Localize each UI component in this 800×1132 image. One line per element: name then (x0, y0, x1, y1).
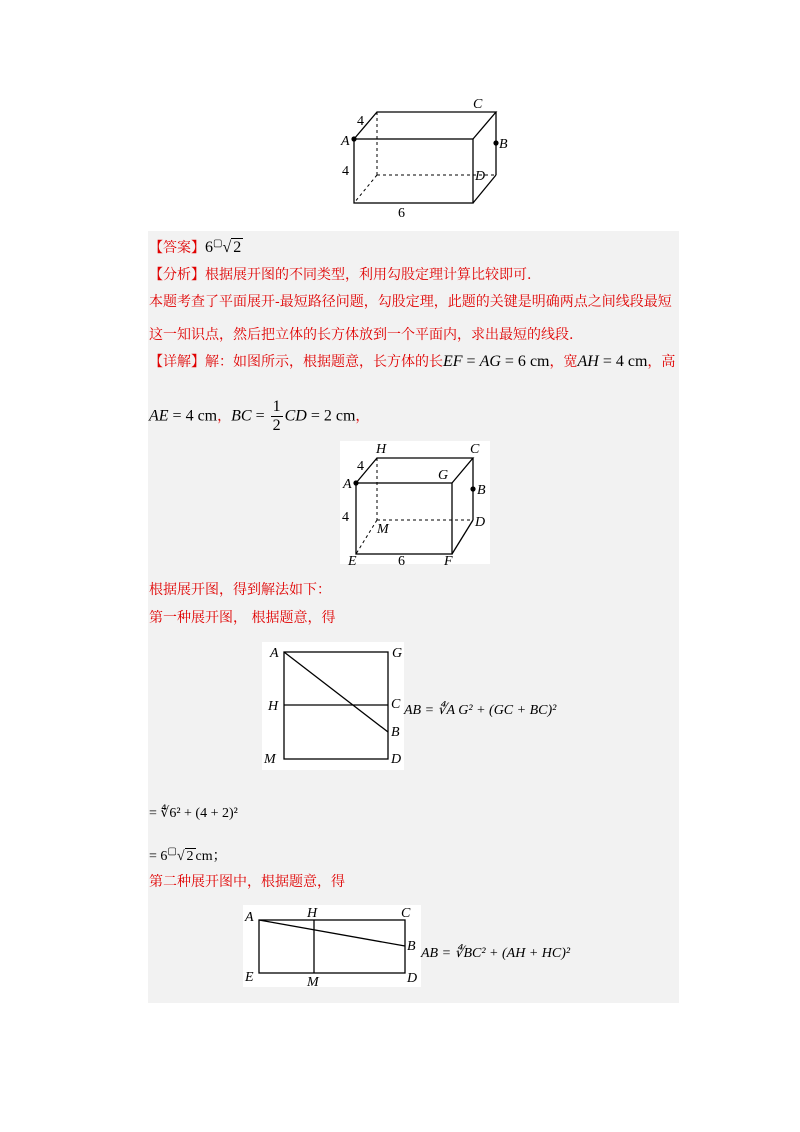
label-d-2: D (475, 515, 486, 530)
solution-second: 第二种展开图中，根据题意，得 (149, 874, 345, 890)
label-m-3: M (264, 752, 276, 767)
figure-cuboid-1-main (335, 95, 508, 221)
label-b-3: B (391, 725, 400, 740)
label-b-4: B (407, 939, 416, 954)
label-d: D (475, 169, 486, 184)
formula-1: AB = ∜A G² + (GC + BC)² (404, 703, 557, 718)
point-a (351, 136, 356, 141)
label-a-4: A (245, 910, 254, 925)
label-g: G (438, 468, 449, 483)
label-b-2: B (477, 483, 486, 498)
dim-top-2: 4 (357, 459, 364, 474)
point-b (493, 140, 498, 145)
formula-2: AB = ∜BC² + (AH + HC)² (421, 946, 571, 961)
dim-bottom: 6 (398, 206, 405, 221)
label-a-3: A (270, 646, 279, 661)
calc-line-2: = 6▢√ 2 cm； (149, 846, 227, 864)
label-a-2: A (343, 477, 352, 492)
figure-unfold-2 (243, 905, 603, 990)
label-h-4: H (307, 906, 318, 921)
point-b-2 (470, 486, 475, 491)
detail-line-2: AE = 4 cm，BC = $\frac{1}{2}$ CD = 2 cm， (149, 398, 370, 434)
label-c: C (473, 97, 483, 112)
answer-tag: 【答案】 (149, 240, 205, 256)
dim-side: 4 (342, 164, 349, 179)
solution-intro: 根据展开图，得到解法如下： (149, 582, 331, 598)
answer-prefix: 6 (205, 239, 213, 256)
label-c-4: C (401, 906, 411, 921)
label-m: M (377, 522, 389, 537)
fraction-half: $\frac{1}{2}$ (272, 398, 281, 434)
calc-line-1: = ∜6² + (4 + 2)² (149, 806, 238, 821)
label-c-3: C (391, 697, 401, 712)
detail-text: 解：如图所示，根据题意，长方体的长 (205, 354, 443, 370)
dim-bottom-2: 6 (398, 554, 405, 569)
analysis-para-1: 本题考查了平面展开-最短路径问题，勾股定理，此题的关键是明确两点之间线段最短 (149, 294, 672, 310)
analysis-para-2: 这一知识点，然后把立体的长方体放到一个平面内，求出最短的线段. (149, 327, 574, 343)
detail-line-1: 【详解】解：如图所示，根据题意，长方体的长EF = AG = 6 cm，宽AH = 4 cm，高 (149, 353, 676, 370)
label-g-3: G (392, 646, 403, 661)
label-d-4: D (407, 971, 418, 986)
dim-top: 4 (357, 114, 364, 129)
detail-tag: 【详解】 (149, 354, 205, 370)
label-e-4: E (245, 970, 254, 985)
analysis-text: 根据展开图的不同类型，利用勾股定理计算比较即可. (205, 267, 532, 283)
answer-line: 【答案】6▢√ 2 (149, 238, 242, 256)
answer-radical: √ 2 (222, 239, 242, 256)
analysis-line (149, 265, 531, 285)
label-f: F (444, 554, 453, 569)
label-b: B (499, 137, 508, 152)
figure-unfold-1 (262, 642, 582, 770)
label-a: A (341, 134, 350, 149)
figure-cuboid-2 (340, 441, 490, 569)
solution-first: 第一种展开图， 根据题意，得 (149, 610, 336, 626)
label-h-3: H (268, 699, 279, 714)
point-a-2 (353, 480, 358, 485)
label-m-4: M (307, 975, 319, 990)
label-e: E (348, 554, 357, 569)
label-h: H (376, 442, 387, 457)
analysis-tag: 【分析】 (149, 267, 205, 283)
dim-side-2: 4 (342, 510, 349, 525)
label-d-3: D (391, 752, 402, 767)
label-c-2: C (470, 442, 480, 457)
